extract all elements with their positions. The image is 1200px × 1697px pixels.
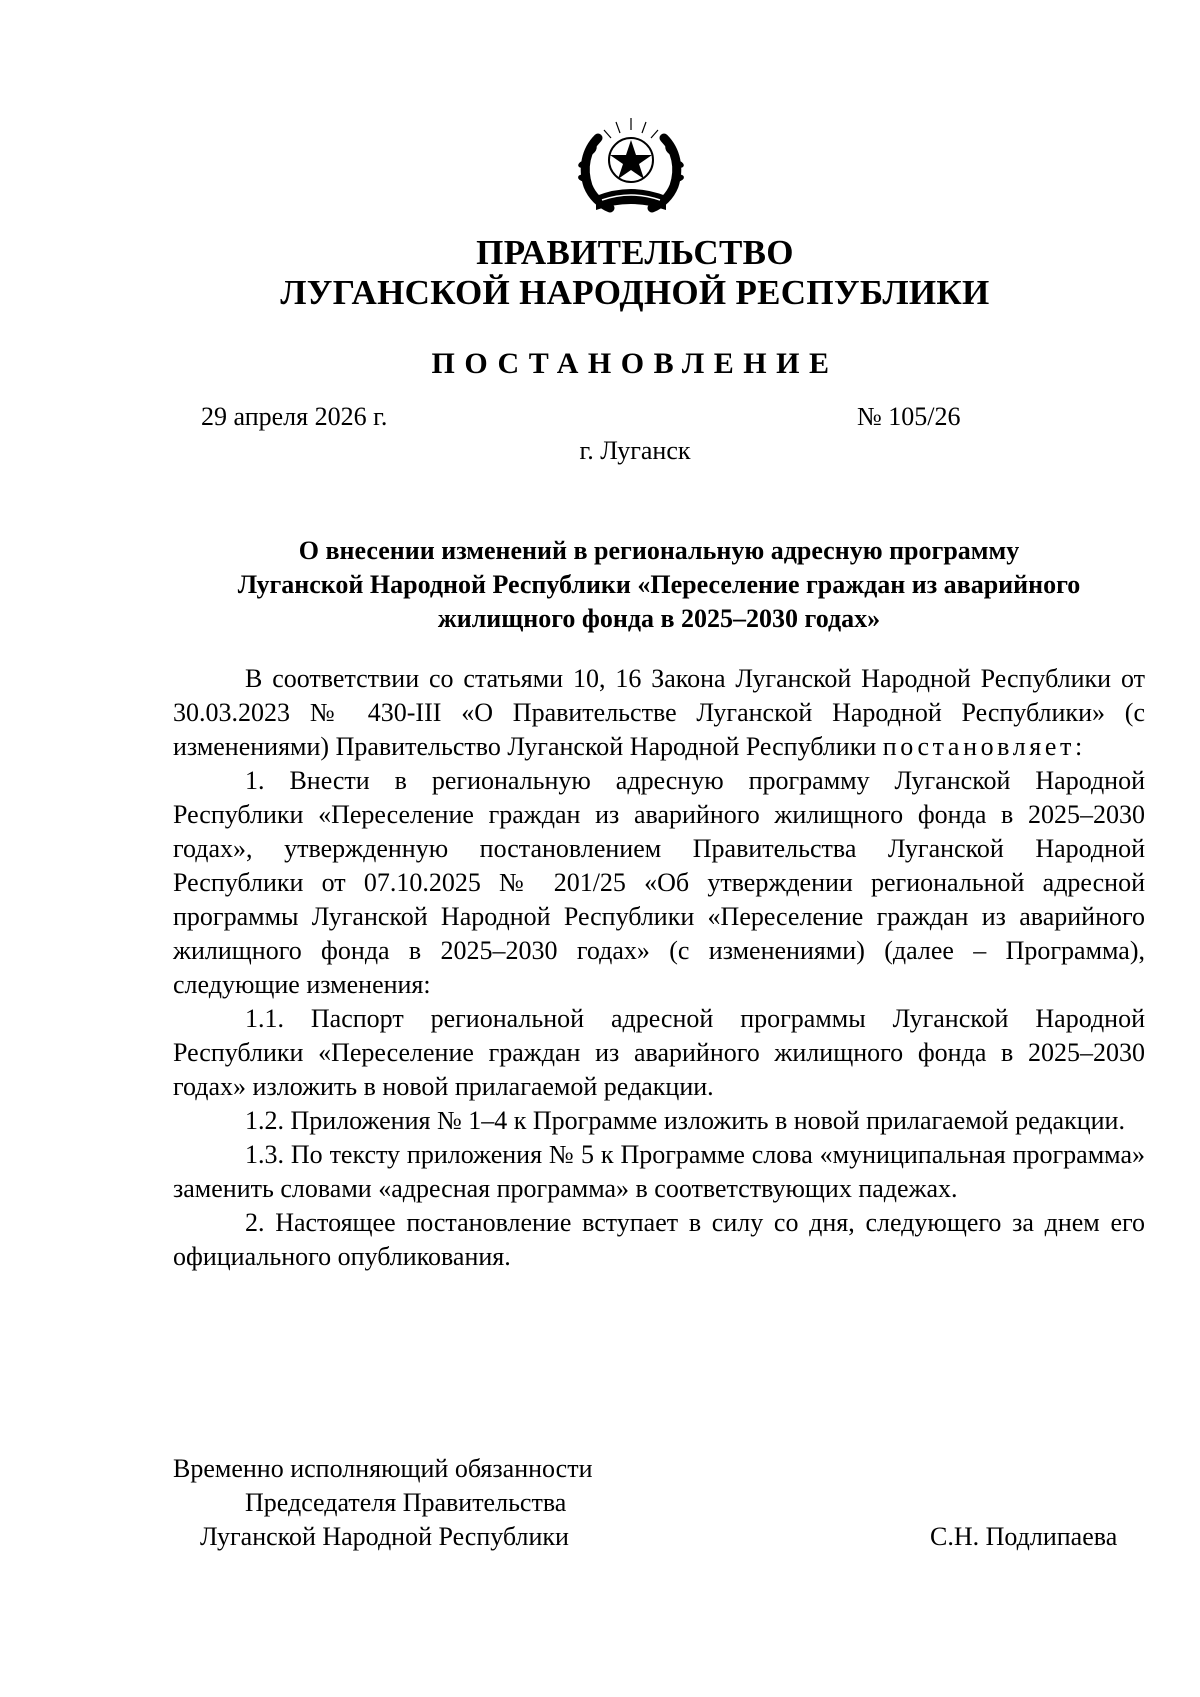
government-title (0, 233, 1200, 313)
position-line3: Луганской Народной Республики (200, 1522, 569, 1551)
subject-line2: Луганской Народной Республики «Переселение граждан из аварийного (237, 570, 1081, 599)
item-2-paragraph: 2. Настоящее постановление вступает в силу со дня, следующего за днем его официального опубликования. (173, 1208, 1145, 1271)
preamble-paragraph (173, 662, 1145, 764)
document-type: ПОСТАНОВЛЕНИЕ (431, 347, 839, 380)
document-subject (172, 534, 1146, 636)
document-number: № 105/26 (857, 402, 961, 431)
signatory-name: С.Н. Подлипаева (930, 1522, 1118, 1551)
position-line1: Временно исполняющий обязанности (173, 1454, 593, 1483)
preamble-text: В соответствии со статьями 10, 16 Закона Луганской Народной Республики от 30.03.2023 № 430-III «О Правительстве Луганской Народной Республики» (с изменениями) Правительство Луганской Народной Республики (173, 664, 1145, 761)
subject-line3: жилищного фонда в 2025–2030 годах» (437, 604, 881, 633)
item-1-3-paragraph: 1.3. По тексту приложения № 5 к Программе слова «муниципальная программа» заменить словами «адресная программа» в соответствующих падежах. (173, 1140, 1145, 1203)
item-1-1-paragraph: 1.1. Паспорт региональной адресной программы Луганской Народной Республики «Переселение граждан из аварийного жилищного фонда в 2025–2030 годах» изложить в новой прилагаемой редакции. (173, 1004, 1145, 1101)
government-title-line1: ПРАВИТЕЛЬСТВО (476, 233, 794, 272)
document-date: 29 апреля 2026 г. (201, 402, 388, 431)
document-city: г. Луганск (579, 436, 691, 465)
lpr-coat-of-arms-icon (568, 110, 694, 220)
document-body (173, 662, 1145, 1274)
signatory-position (173, 1452, 593, 1554)
position-line2: Председателя Правительства (245, 1488, 567, 1517)
item-1-paragraph: 1. Внести в региональную адресную программу Луганской Народной Республики «Переселение граждан из аварийного жилищного фонда в 2025–2030 годах», утвержденную постановлением Правительства Луганской Народной Республики от 07.10.2025 № 201/25 «Об утверждении региональной адресной программы Луганской Народной Республики «Переселение граждан из аварийного жилищного фонда в 2025–2030 годах» (с изменениями) (далее – Программа), следующие изменения: (173, 766, 1145, 999)
resolves-word: постановляет: (882, 732, 1086, 761)
government-title-line2: ЛУГАНСКОЙ НАРОДНОЙ РЕСПУБЛИКИ (280, 273, 990, 312)
item-1-2-paragraph: 1.2. Приложения № 1–4 к Программе изложить в новой прилагаемой редакции. (245, 1106, 1125, 1135)
subject-line1: О внесении изменений в региональную адресную программу (298, 536, 1020, 565)
